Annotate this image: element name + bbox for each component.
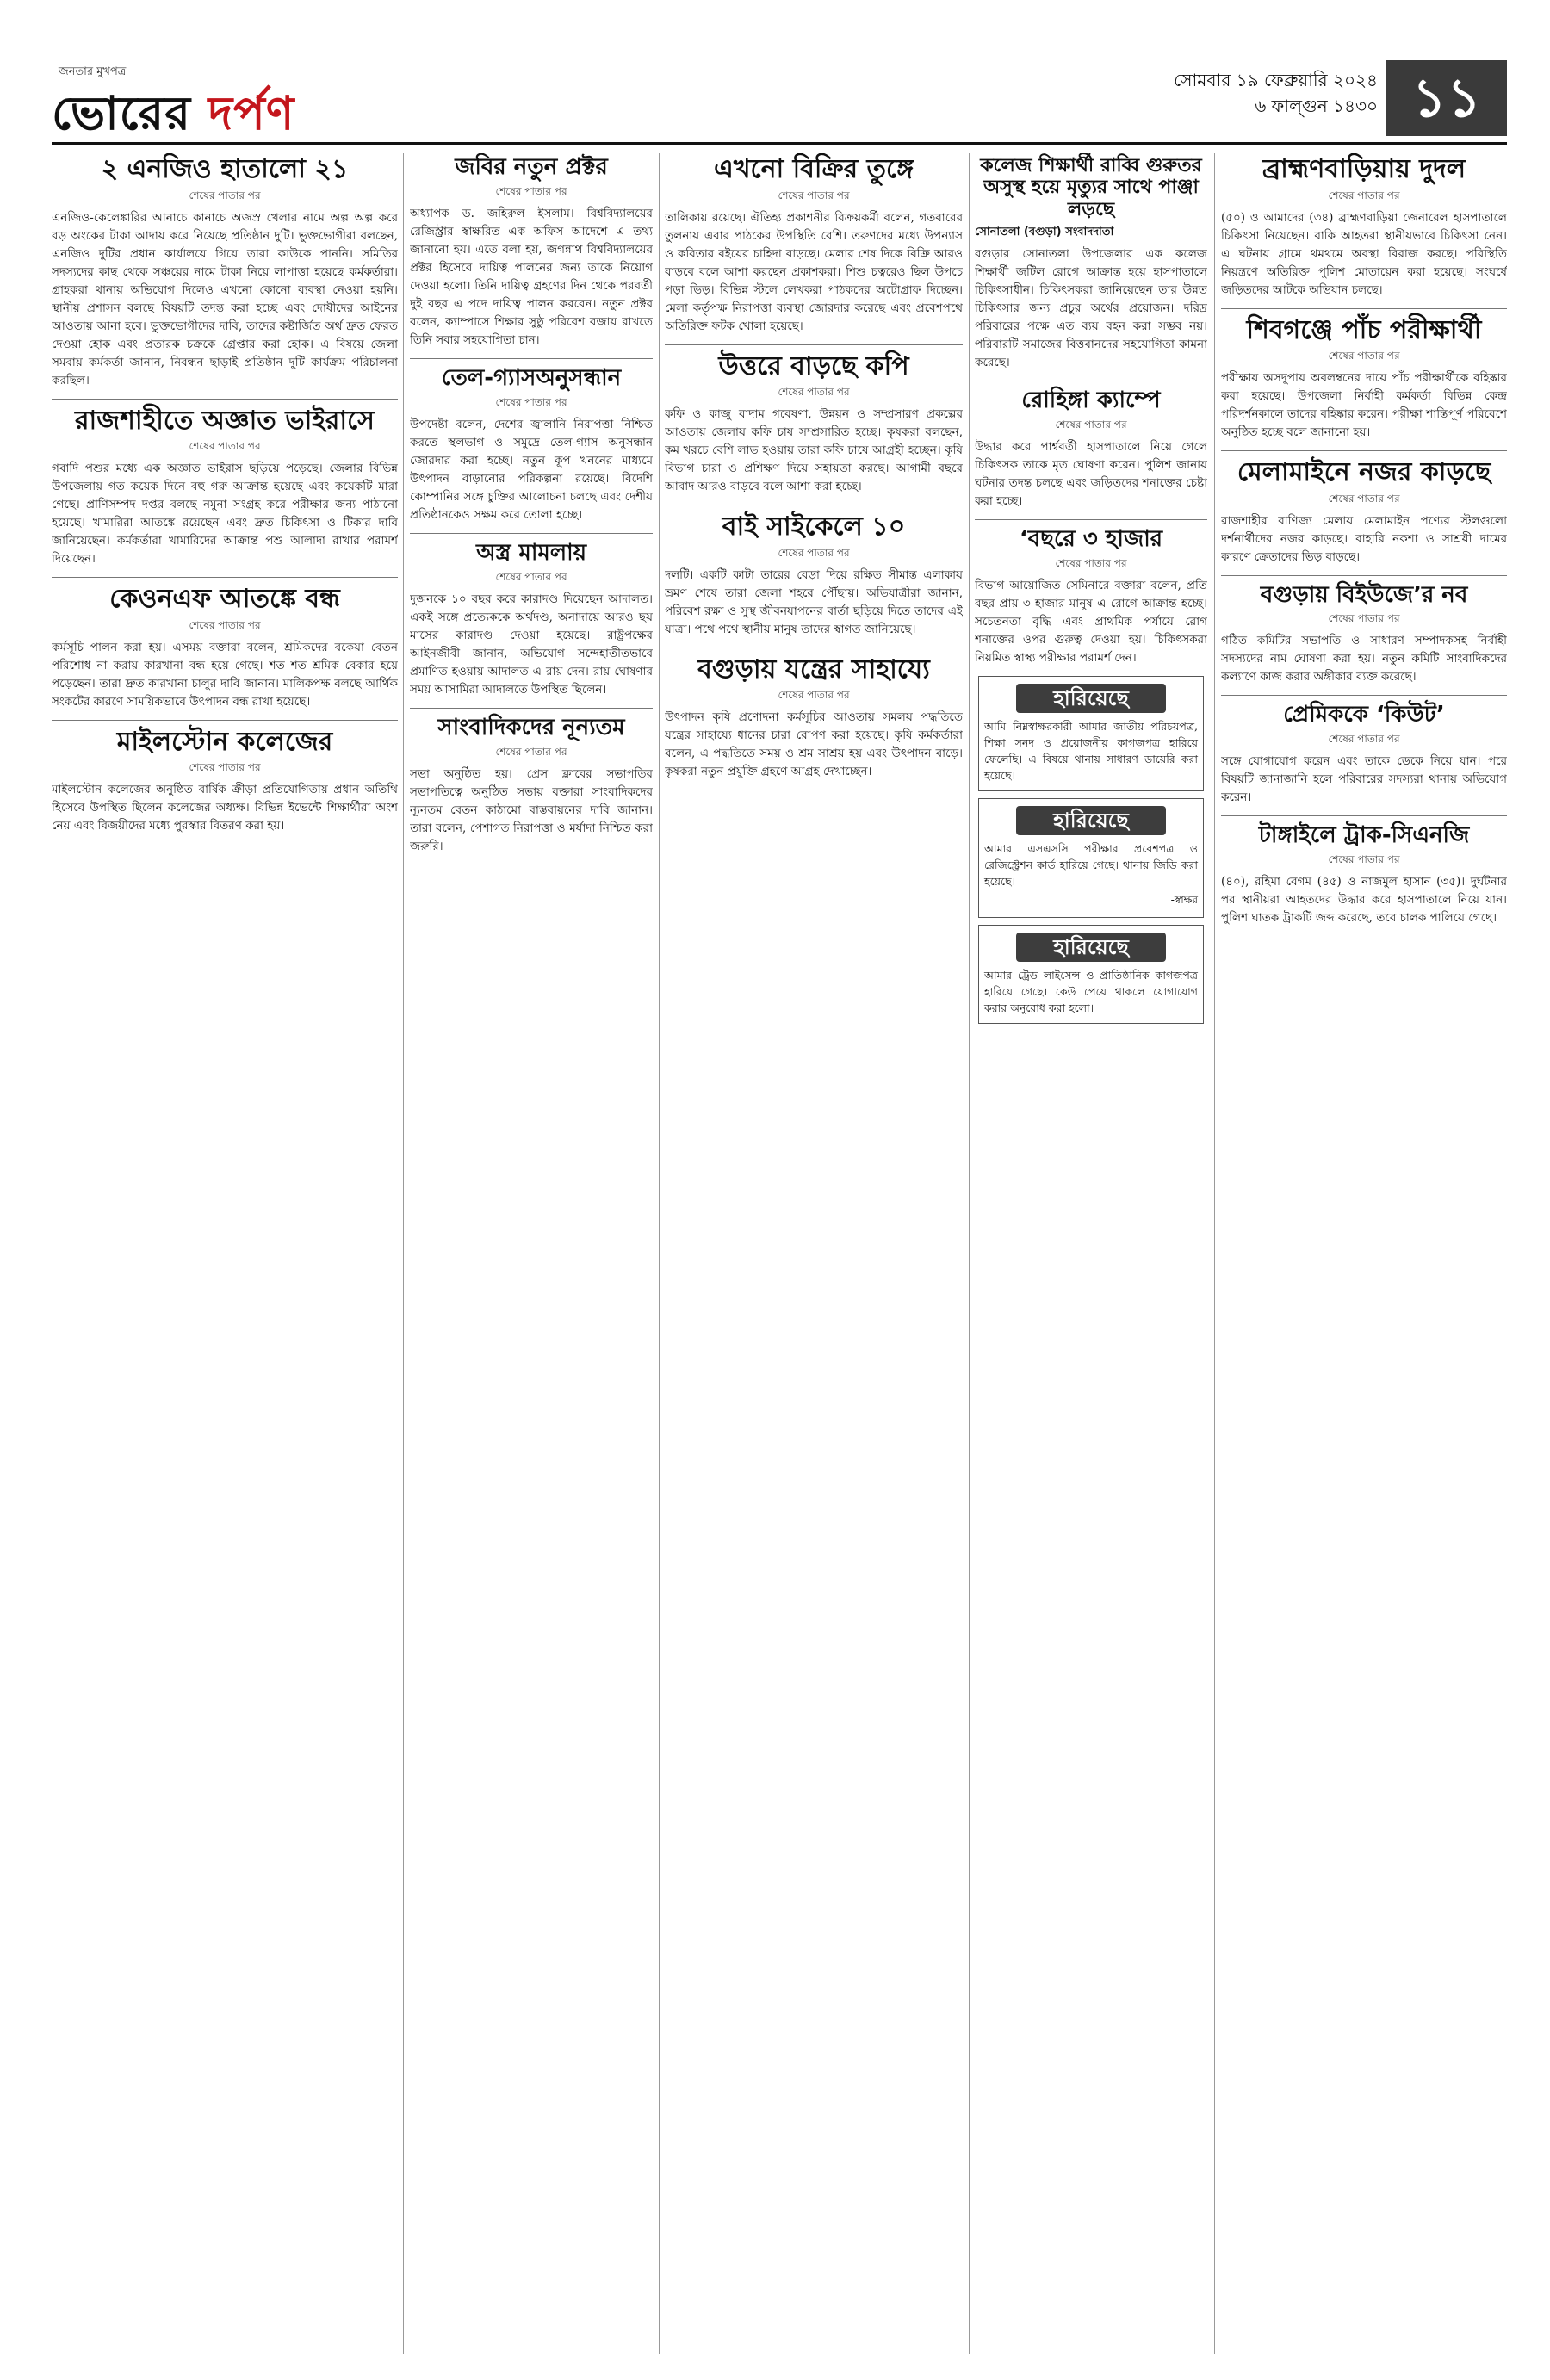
continued-label: শেষের পাতার পর: [495, 395, 567, 408]
masthead: [52, 60, 1507, 138]
story-headline: তেল-গ্যাসঅনুসন্ধান: [441, 364, 622, 391]
lost-notice: [978, 798, 1204, 918]
column-4: [975, 153, 1207, 2354]
story: [975, 155, 1207, 372]
lost-notice-body: আমি নিম্নস্বাক্ষরকারী আমার জাতীয় পরিচয়পত্র, শিক্ষা সনদ ও প্রয়োজনীয় কাগজপত্র হারিয়ে ফেলেছি। এ বিষয়ে থানায় সাধারণ ডায়েরি করা হয়েছে।: [984, 719, 1198, 782]
story-body: এনজিও-কেলেঙ্কারির আনাচে কানাচে অজস্র খেলার নামে অল্প অল্প করে বড় অংকের টাকা আদায় করে নিয়েছে প্রতিষ্ঠান দুটি। ভুক্তভোগীরা বলছেন, এনজিও দুটির প্রধান কার্যালয়ে গিয়ে তারা কাউকে পাননি। সমিতির সদস্যদের কাছ থেকে সঞ্চয়ের নামে টাকা নিয়ে লাপাত্তা হয়েছে কর্মকর্তারা। গ্রাহকরা থানায় অভিযোগ দিলেও এখনো কোনো ব্যবস্থা নেওয়া হয়নি। স্থানীয় প্রশাসন বলছে বিষয়টি তদন্ত করা হচ্ছে এবং দোষীদের আইনের আওতায় আনা হবে। ভুক্তভোগীদের দাবি, তাদের কষ্টার্জিত অর্থ দ্রুত ফেরত দেওয়া হোক এবং প্রতারক চক্রকে গ্রেপ্তার করা হোক। এ বিষয়ে জেলা সমবায় কর্মকর্তা জানান, নিবন্ধন ছাড়াই প্রতিষ্ঠান দুটি কার্যক্রম পরিচালনা করছিল।: [52, 210, 398, 387]
continued-label: শেষের পাতার পর: [495, 184, 567, 197]
story-body: তালিকায় রয়েছে। ঐতিহ্য প্রকাশনীর বিক্রয়কর্মী বলেন, গতবারের তুলনায় এবার পাঠকের উপস্থিতি বেশি। তরুণদের মধ্যে উপন্যাস ও কবিতার বইয়ের চাহিদা বাড়ছে। মেলার শেষ দিকে বিক্রি আরও বাড়বে বলে আশা করছেন প্রকাশকরা। শিশু চত্বরেও ছিল উপচে পড়া ভিড়। বিভিন্ন স্টলে লেখকরা পাঠকদের অটোগ্রাফ দিচ্ছেন। মেলা কর্তৃপক্ষ নিরাপত্তা ব্যবস্থা জোরদার করেছে এবং প্রবেশপথে অতিরিক্ত ফটক খোলা হয়েছে।: [665, 210, 963, 333]
continued-label: শেষের পাতার পর: [1328, 612, 1400, 625]
column-divider: [659, 153, 660, 2354]
lost-notice-title: হারিয়েছে: [1016, 806, 1166, 835]
story-headline: প্রেমিককে ‘কিউট’: [1283, 702, 1445, 728]
column-divider: [969, 153, 970, 2354]
story-headline: রোহিঙ্গা ক্যাম্পে: [1021, 387, 1161, 413]
continued-label: শেষের পাতার পর: [778, 546, 850, 559]
continued-label: শেষের পাতার পর: [1328, 189, 1400, 201]
story: [1221, 703, 1507, 807]
column-1: [52, 153, 398, 2354]
story-body: গবাদি পশুর মধ্যে এক অজ্ঞাত ভাইরাস ছড়িয়ে পড়েছে। জেলার বিভিন্ন উপজেলায় গত কয়েক দিনে বহু গরু আক্রান্ত হয়েছে এবং কয়েকটি মারা গেছে। প্রাণিসম্পদ দপ্তর বলছে নমুনা সংগ্রহ করে পরীক্ষার জন্য পাঠানো হয়েছে। খামারিরা আতঙ্কে রয়েছেন এবং দ্রুত চিকিৎসা ও টিকার দাবি জানিয়েছেন। কর্মকর্তারা খামারিদের আক্রান্ত পশু আলাদা রাখার পরামর্শ দিয়েছেন।: [52, 462, 398, 566]
continued-label: শেষের পাতার পর: [1328, 350, 1400, 362]
story-body: পরীক্ষায় অসদুপায় অবলম্বনের দায়ে পাঁচ পরীক্ষার্থীকে বহিষ্কার করা হয়েছে। উপজেলা নির্বাহী কর্মকর্তা বিভিন্ন কেন্দ্র পরিদর্শনকালে তাদের বহিষ্কার করেন। পরীক্ষা শান্তিপূর্ণ পরিবেশে অনুষ্ঠিত হচ্ছে বলে জানানো হয়।: [1221, 371, 1507, 439]
continued-label: শেষের পাতার পর: [189, 440, 261, 452]
lost-notice-title: হারিয়েছে: [1016, 684, 1166, 713]
story-body: মাইলস্টোন কলেজের অনুষ্ঠিত বার্ষিক ক্রীড়া প্রতিযোগিতায় প্রধান অতিথি হিসেবে উপস্থিত ছিলেন কলেজের অধ্যক্ষ। বিভিন্ন ইভেন্টে শিক্ষার্থীরা অংশ নেয় এবং বিজয়ীদের মধ্যে পুরস্কার বিতরণ করা হয়।: [52, 783, 398, 833]
story: [665, 352, 963, 497]
continued-label: শেষের পাতার পর: [189, 618, 261, 631]
logo-tagline: জনতার মুখপত্র: [59, 65, 127, 78]
story-headline: উত্তরে বাড়ছে কপি: [718, 350, 909, 381]
story-headline: মেলামাইনে নজর কাড়ছে: [1237, 457, 1491, 487]
date-bengali: ৬ ফাল্গুন ১৪৩০: [1255, 96, 1378, 116]
story: [410, 716, 653, 856]
story-divider: [410, 708, 653, 709]
story-divider: [1221, 575, 1507, 576]
column-2: [410, 153, 653, 2354]
story-headline: ২ এনজিও হাতালো ২১: [101, 154, 349, 184]
story-headline: অস্ত্র মামলায়: [475, 539, 587, 566]
logo-black: ভোরের: [52, 86, 191, 140]
continued-label: শেষের পাতার পর: [778, 386, 850, 398]
story-body: উদ্ধার করে পার্শ্ববর্তী হাসপাতালে নিয়ে গেলে চিকিৎসক তাকে মৃত ঘোষণা করেন। পুলিশ জানায় ঘটনার তদন্ত চলছে এবং জড়িতদের শনাক্তের চেষ্টা করা হচ্ছে।: [975, 439, 1207, 508]
story-divider: [975, 519, 1207, 520]
story-divider: [52, 399, 398, 400]
continued-label: শেষের পাতার পর: [495, 570, 567, 583]
story-headline: ব্রাহ্মণবাড়িয়ায় দুদল: [1262, 154, 1466, 184]
story-body: সভা অনুষ্ঠিত হয়। প্রেস ক্লাবের সভাপতির সভাপতিত্বে অনুষ্ঠিত সভায় বক্তারা সাংবাদিকদের ন্যূনতম বেতন কাঠামো বাস্তবায়নের দাবি জানান। তারা বলেন, পেশাগত নিরাপত্তা ও মর্যাদা নিশ্চিত করা জরুরি।: [410, 766, 653, 853]
story: [975, 388, 1207, 511]
story-body: উপদেষ্টা বলেন, দেশের জ্বালানি নিরাপত্তা নিশ্চিত করতে স্থলভাগ ও সমুদ্রে তেল-গ্যাস অনুসন্ধান জোরদার করা হচ্ছে। নতুন কূপ খননের মাধ্যমে উৎপাদন বাড়ানোর পরিকল্পনা রয়েছে। বিদেশি কোম্পানির সঙ্গে চুক্তির আলোচনা চলছে এবং দেশীয় প্রতিষ্ঠানকেও সক্ষম করে তোলা হচ্ছে।: [410, 417, 653, 522]
date-gregorian: সোমবার ১৯ ফেব্রুয়ারি ২০২৪: [1174, 70, 1378, 90]
story: [975, 527, 1207, 667]
column-divider: [1214, 153, 1215, 2354]
continued-label: শেষের পাতার পর: [778, 689, 850, 701]
story: [1221, 316, 1507, 443]
story: [410, 155, 653, 350]
story-byline: সোনাতলা (বগুড়া) সংবাদদাতা: [975, 225, 1114, 239]
story-divider: [410, 358, 653, 359]
story: [665, 655, 963, 782]
story-divider: [1221, 695, 1507, 696]
story-headline: বগুড়ায় যন্ত্রের সাহায্যে: [698, 654, 930, 685]
story-body: বিভাগ আয়োজিত সেমিনারে বক্তারা বলেন, প্রতি বছর প্রায় ৩ হাজার মানুষ এ রোগে আক্রান্ত হচ্ছে। সচেতনতা বৃদ্ধি এবং প্রাথমিক পর্যায়ে রোগ শনাক্তের ওপর গুরুত্ব দেওয়া হয়। চিকিৎসকরা নিয়মিত স্বাস্থ্য পরীক্ষার পরামর্শ দেন।: [975, 578, 1207, 665]
story-headline: টাঙ্গাইলে ট্রাক-সিএনজি: [1258, 822, 1470, 849]
story: [52, 728, 398, 836]
story-divider: [1221, 308, 1507, 309]
story-headline: কেওনএফ আতঙ্কে বন্ধ: [109, 584, 340, 614]
story-divider: [52, 577, 398, 578]
column-5: [1221, 153, 1507, 2354]
story-headline: সাংবাদিকদের নূন্যতম: [437, 714, 625, 741]
column-3: [665, 153, 963, 2354]
story-divider: [1221, 815, 1507, 816]
lost-notice-body: আমার ট্রেড লাইসেন্স ও প্রাতিষ্ঠানিক কাগজপত্র হারিয়ে গেছে। কেউ পেয়ে থাকলে যোগাযোগ করার অনুরোধ করা হলো।: [984, 968, 1198, 1014]
dateline: [1174, 67, 1378, 119]
newspaper-logo: [52, 60, 344, 138]
story-divider: [665, 344, 963, 345]
story-headline: ‘বছরে ৩ হাজার: [1019, 525, 1163, 552]
story: [1221, 583, 1507, 687]
lost-notice: [978, 676, 1204, 791]
story-body: উৎপাদন কৃষি প্রণোদনা কর্মসূচির আওতায় সমলয় পদ্ধতিতে যন্ত্রের সাহায্যে ধানের চারা রোপণ করা হয়েছে। কৃষি কর্মকর্তারা বলেন, এ পদ্ধতিতে সময় ও শ্রম সাশ্রয় হয় এবং উৎপাদন বাড়ে। কৃষকরা নতুন প্রযুক্তি গ্রহণে আগ্রহ দেখাচ্ছেন।: [665, 710, 963, 778]
story-headline: এখনো বিক্রির তুঙ্গে: [714, 154, 914, 184]
story-divider: [52, 720, 398, 721]
story-body: (৪০), রহিমা বেগম (৪৫) ও নাজমুল হাসান (৩৫)। দুর্ঘটনার পর স্থানীয়রা আহতদের উদ্ধার করে হাসপাতালে নিয়ে যান। পুলিশ ঘাতক ট্রাকটি জব্দ করেছে, তবে চালক পালিয়ে গেছে।: [1221, 875, 1507, 926]
continued-label: শেষের পাতার পর: [495, 745, 567, 758]
story-body: অধ্যাপক ড. জহিরুল ইসলাম। বিশ্ববিদ্যালয়ের রেজিস্ট্রার স্বাক্ষরিত এক অফিস আদেশে এ তথ্য জানানো হয়। এতে বলা হয়, জগন্নাথ বিশ্ববিদ্যালয়ের প্রক্টর হিসেবে দায়িত্ব পালনের জন্য তাকে নিয়োগ দেওয়া হলো। তিনি দায়িত্ব গ্রহণের দিন থেকে পরবর্তী দুই বছর এ পদে দায়িত্ব পালন করবেন। নতুন প্রক্টর বলেন, ক্যাম্পাসে শিক্ষার সুষ্ঠু পরিবেশ বজায় রাখতে তিনি সবার সহযোগিতা চান।: [410, 206, 653, 347]
story-body: দলটি। একটি কাটা তারের বেড়া দিয়ে রক্ষিত সীমান্ত এলাকায় ভ্রমণ শেষে তারা জেলা শহরে পৌঁছায়। অভিযাত্রীরা জানান, পরিবেশ রক্ষা ও সুস্থ জীবনযাপনের বার্তা ছড়িয়ে দিতে তাদের এই যাত্রা। পথে পথে স্থানীয় মানুষ তাদের স্বাগত জানিয়েছে।: [665, 567, 963, 636]
story-body: সঙ্গে যোগাযোগ করেন এবং তাকে ডেকে নিয়ে যান। পরে বিষয়টি জানাজানি হলে পরিবারের সদস্যরা থানায় অভিযোগ করেন।: [1221, 754, 1507, 805]
continued-label: শেষের পাতার পর: [189, 761, 261, 773]
lost-notice-signature: -স্বাক্ষর: [1170, 893, 1198, 906]
story-body: বগুড়ার সোনাতলা উপজেলার এক কলেজ শিক্ষার্থী জটিল রোগে আক্রান্ত হয়ে হাসপাতালে চিকিৎসাধীন। চিকিৎসকরা জানিয়েছেন তার উন্নত চিকিৎসার জন্য প্রচুর অর্থের প্রয়োজন। দরিদ্র পরিবারের পক্ষে এত ব্যয় বহন করা সম্ভব নয়। পরিবারটি সমাজের বিত্তবানদের সহযোগিতা কামনা করেছে।: [975, 246, 1207, 369]
continued-label: শেষের পাতার পর: [1055, 556, 1127, 569]
story: [52, 406, 398, 569]
continued-label: শেষের পাতার পর: [778, 189, 850, 201]
lost-notice-body: আমার এসএসসি পরীক্ষার প্রবেশপত্র ও রেজিস্ট্রেশন কার্ড হারিয়ে গেছে। থানায় জিডি করা হয়েছে।: [984, 841, 1198, 888]
logo-red: দর্পণ: [208, 86, 295, 140]
story-headline: কলেজ শিক্ষার্থী রাব্বি গুরুতর অসুস্থ হয়ে মৃত্যুর সাথে পাঞ্জা লড়ছে: [980, 155, 1202, 220]
story: [52, 585, 398, 711]
story-body: রাজশাহীর বাণিজ্য মেলায় মেলামাইন পণ্যের স্টলগুলো দর্শনার্থীদের নজর কাড়ছে। বাহারি নকশা ও সাশ্রয়ী দামের কারণে ক্রেতাদের ভিড় বাড়ছে।: [1221, 513, 1507, 564]
story-headline: বগুড়ায় বিইউজে’র নব: [1260, 581, 1468, 608]
story: [52, 155, 398, 390]
story-headline: শিবগঞ্জে পাঁচ পরীক্ষার্থী: [1246, 314, 1482, 345]
lost-notice-title: হারিয়েছে: [1016, 933, 1166, 962]
story-headline: রাজশাহীতে অজ্ঞাত ভাইরাসে: [75, 405, 375, 436]
continued-label: শেষের পাতার পর: [1328, 853, 1400, 866]
continued-label: শেষের পাতার পর: [1328, 492, 1400, 505]
continued-label: শেষের পাতার পর: [189, 189, 261, 201]
story-headline: জবির নতুন প্রক্টর: [455, 154, 608, 180]
story: [665, 155, 963, 336]
story-divider: [410, 533, 653, 534]
story: [1221, 155, 1507, 300]
story-body: (৫০) ও আমাদের (৩৪) ব্রাহ্মণবাড়িয়া জেনারেল হাসপাতালে চিকিৎসা নিয়েছেন। বাকি আহতরা স্থানীয়ভাবে চিকিৎসা নেন। এ ঘটনায় গ্রামে থমথমে অবস্থা বিরাজ করছে। পরিস্থিতি নিয়ন্ত্রণে অতিরিক্ত পুলিশ মোতায়েন করা হয়েছে। সংঘর্ষে জড়িতদের আটকে অভিযান চলছে।: [1221, 210, 1507, 297]
story: [665, 512, 963, 639]
story-body: কর্মসূচি পালন করা হয়। এসময় বক্তারা বলেন, শ্রমিকদের বকেয়া বেতন পরিশোধ না করায় কারখানা বন্ধ হয়ে গেছে। শত শত শ্রমিক বেকার হয়ে পড়েছেন। তারা দ্রুত কারখানা চালুর দাবি জানান। মালিকপক্ষ বলছে আর্থিক সংকটের কারণে সাময়িকভাবে উৎপাদন বন্ধ রাখা হয়েছে।: [52, 640, 398, 709]
story-body: কফি ও কাজু বাদাম গবেষণা, উন্নয়ন ও সম্প্রসারণ প্রকল্পের আওতায় জেলায় কফি চাষ সম্প্রসারিত হচ্ছে। কৃষকরা বলছেন, কম খরচে বেশি লাভ হওয়ায় তারা কফি চাষে আগ্রহী হচ্ছেন। কৃষি বিভাগ চারা ও প্রশিক্ষণ দিয়ে সহায়তা করছে। আগামী বছরে আবাদ আরও বাড়বে বলে আশা করা হচ্ছে।: [665, 407, 963, 493]
story: [410, 366, 653, 524]
story: [410, 541, 653, 699]
page-number: ১১: [1386, 60, 1507, 136]
masthead-rule: [52, 142, 1507, 145]
story: [1221, 823, 1507, 927]
story-divider: [1221, 450, 1507, 451]
lost-notice: [978, 925, 1204, 1024]
story: [1221, 458, 1507, 567]
story-headline: মাইলস্টোন কলেজের: [116, 726, 333, 757]
column-divider: [403, 153, 404, 2354]
continued-label: শেষের পাতার পর: [1055, 418, 1127, 431]
story-body: দুজনকে ১০ বছর করে কারাদণ্ড দিয়েছেন আদালত। একই সঙ্গে প্রত্যেককে অর্থদণ্ড, অনাদায়ে আরও ছয় মাসের কারাদণ্ড দেওয়া হয়েছে। রাষ্ট্রপক্ষের আইনজীবী জানান, অভিযোগ সন্দেহাতীতভাবে প্রমাণিত হওয়ায় আদালত এ রায় দেন। রায় ঘোষণার সময় আসামিরা আদালতে উপস্থিত ছিলেন।: [410, 592, 653, 697]
story-headline: বাই সাইকেলে ১০: [722, 511, 906, 542]
story-body: গঠিত কমিটির সভাপতি ও সাধারণ সম্পাদকসহ নির্বাহী সদস্যদের নাম ঘোষণা করা হয়। নতুন কমিটি সাংবাদিকদের কল্যাণে কাজ করার অঙ্গীকার ব্যক্ত করেছে।: [1221, 634, 1507, 685]
continued-label: শেষের পাতার পর: [1328, 733, 1400, 746]
